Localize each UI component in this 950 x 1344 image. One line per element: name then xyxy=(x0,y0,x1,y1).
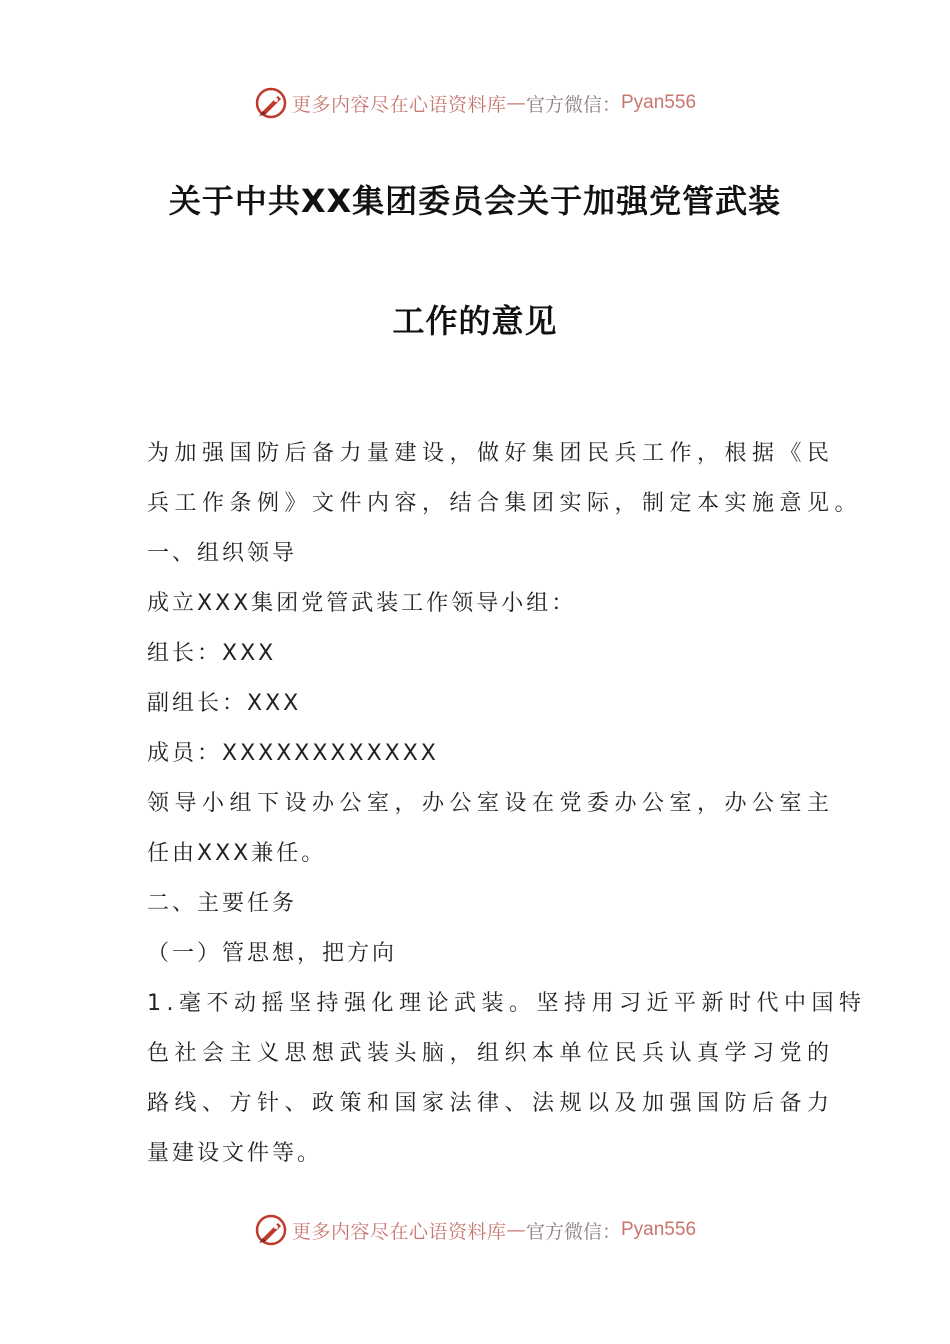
item-1-line-1: 1.毫不动摇坚持强化理论武装。坚持用习近平新时代中国特 xyxy=(147,991,867,1016)
banner-wechat-label: 官方微信： xyxy=(525,1220,621,1243)
banner-wechat-id: Pyan556 xyxy=(621,92,697,113)
document-title-line-2: 工作的意见 xyxy=(392,302,558,340)
banner-separator: — xyxy=(506,1219,526,1241)
document-title-line-1: 关于中共XX集团委员会关于加强党管武装 xyxy=(168,182,782,220)
item-1-line-3: 路线、方针、政策和国家法律、法规以及加强国防后备力 xyxy=(147,1091,835,1116)
banner-slogan: 更多内容尽在心语资料库 xyxy=(291,93,507,116)
header-banner xyxy=(0,83,950,123)
intro-paragraph-line-1: 为加强国防后备力量建设，做好集团民兵工作，根据《民 xyxy=(147,441,835,466)
footer-banner xyxy=(0,1210,950,1250)
group-leader: 组长：XXX xyxy=(147,641,277,666)
group-deputy-leader: 副组长：XXX xyxy=(147,691,302,716)
subsection-1-heading: （一）管思想，把方向 xyxy=(147,941,398,966)
intro-paragraph-line-2: 兵工作条例》文件内容，结合集团实际，制定本实施意见。 xyxy=(147,491,863,516)
banner-wechat-id: Pyan556 xyxy=(621,1219,697,1240)
item-1-line-4: 量建设文件等。 xyxy=(147,1141,323,1166)
pen-logo-icon xyxy=(254,86,288,120)
section-1-heading: 一、组织领导 xyxy=(147,541,298,566)
section-2-heading: 二、主要任务 xyxy=(147,891,298,916)
banner-wechat-label: 官方微信： xyxy=(525,93,621,116)
banner-separator: — xyxy=(506,92,526,114)
pen-logo-icon xyxy=(254,1213,288,1247)
banner-slogan: 更多内容尽在心语资料库 xyxy=(291,1220,507,1243)
item-1-line-2: 色社会主义思想武装头脑，组织本单位民兵认真学习党的 xyxy=(147,1041,835,1066)
group-members: 成员：XXXXXXXXXXXX xyxy=(147,741,439,766)
office-paragraph-line-1: 领导小组下设办公室，办公室设在党委办公室，办公室主 xyxy=(147,791,835,816)
group-intro: 成立XXX集团党管武装工作领导小组： xyxy=(147,591,577,616)
office-paragraph-line-2: 任由XXX兼任。 xyxy=(147,841,327,866)
